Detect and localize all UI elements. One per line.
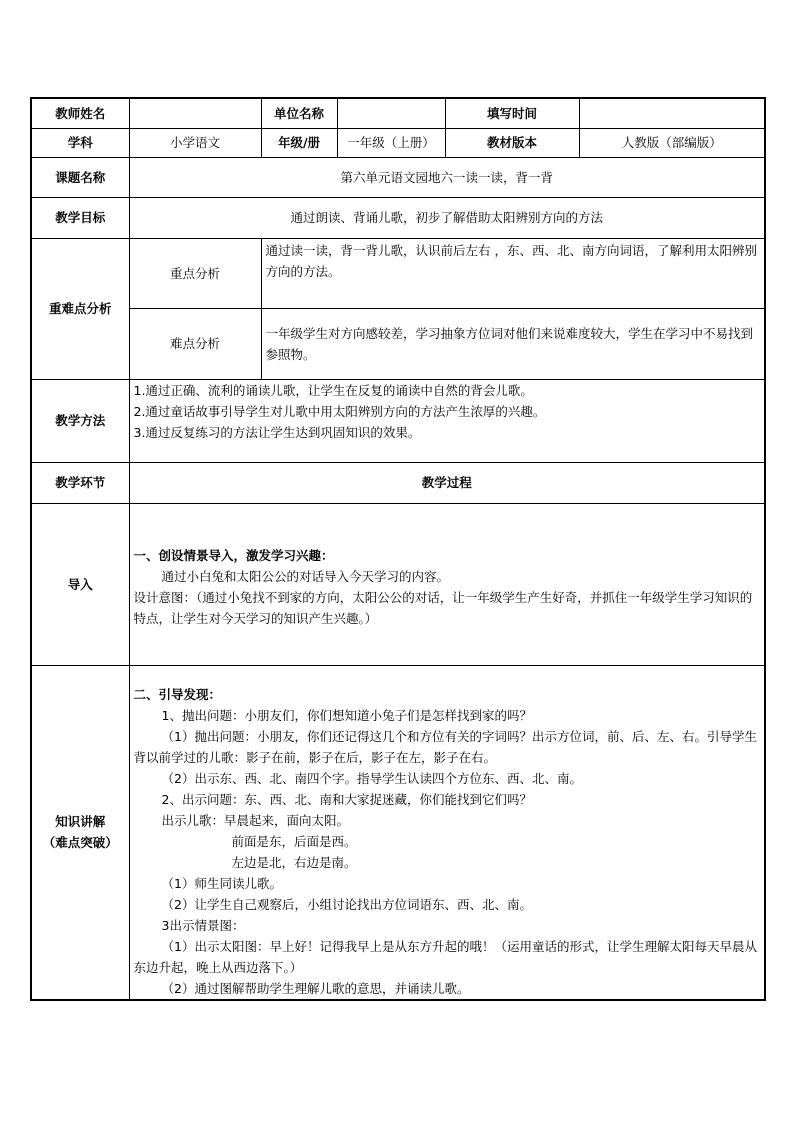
lesson-plan-table — [30, 97, 766, 1001]
knowledge-label — [31, 665, 129, 1000]
process-stage-label: 教学环节 — [31, 462, 129, 503]
analysis-label: 重难点分析 — [31, 238, 129, 379]
knowledge-line: （2）通过图解帮助学生理解儿歌的意思，并诵读儿歌。 — [161, 980, 470, 996]
intro-line: 通过小白兔和太阳公公的对话导入今天学习的内容。 — [161, 569, 450, 584]
table-row — [31, 128, 765, 157]
key-point-value — [261, 238, 765, 308]
grade-value: 一年级（上册） — [337, 128, 445, 157]
subject-label: 学科 — [31, 128, 129, 157]
table-row — [31, 157, 765, 197]
process-label: 教学过程 — [129, 462, 765, 503]
teacher-name-label: 教师姓名 — [31, 98, 129, 128]
difficult-point-value — [261, 308, 765, 379]
knowledge-label-sub: （难点突破） — [42, 835, 118, 850]
topic-value: 第六单元语文园地六一读一读，背一背 — [129, 157, 765, 197]
unit-name-value — [337, 98, 445, 128]
fill-date-value — [579, 98, 765, 128]
edition-label: 教材版本 — [445, 128, 579, 157]
table-row — [31, 98, 765, 128]
difficult-point-label: 难点分析 — [129, 308, 261, 379]
grade-label: 年级/册 — [261, 128, 337, 157]
table-row — [31, 462, 765, 503]
knowledge-title: 二、引导发现： — [133, 686, 222, 702]
table-row — [31, 379, 765, 462]
intro-content — [129, 503, 765, 665]
knowledge-line: 出示儿歌：早晨起来，面向太阳。 — [161, 812, 350, 828]
method-label: 教学方法 — [31, 379, 129, 462]
knowledge-line: （2）让学生自己观察后，小组讨论找出方位词语东、西、北、南。 — [161, 896, 532, 912]
method-value — [129, 379, 765, 462]
knowledge-content — [129, 665, 765, 1000]
table-row — [31, 238, 765, 308]
table-row — [31, 665, 765, 1000]
intro-title: 一、创设情景导入，激发学习兴趣： — [133, 548, 334, 563]
fill-date-label: 填写时间 — [445, 98, 579, 128]
topic-label: 课题名称 — [31, 157, 129, 197]
method-line: 1.通过正确、流利的诵读儿歌，让学生在反复的诵读中自然的背会儿歌。 — [133, 382, 533, 398]
edition-value: 人教版（部编版） — [579, 128, 765, 157]
key-point-text: 通过读一读，背一背儿歌，认识前后左右 ，东、西、北、南方向词语，了解利用太阳辨别方向的方法。 — [265, 242, 757, 279]
table-row — [31, 308, 765, 379]
subject-value: 小学语文 — [129, 128, 261, 157]
table-row — [31, 503, 765, 665]
knowledge-line: （1）抛出问题：小朋友，你们还记得这几个和方位有关的字词吗？出示方位词，前、后、左、右。引导学生背以前学过的儿歌：影子在前，影子在后，影子在左，影子在右。 — [133, 728, 757, 765]
intro-line: 设计意图：（通过小兔找不到家的方向，太阳公公的对话，让一年级学生产生好奇，并抓住一年级学生学习知识的特点，让学生对今天学习的知识产生兴趣。） — [133, 590, 753, 626]
goal-label: 教学目标 — [31, 197, 129, 238]
knowledge-label-main: 知识讲解 — [55, 814, 106, 829]
difficult-point-text: 一年级学生对方向感较差，学习抽象方位词对他们来说难度较大，学生在学习中不易找到参照物。 — [265, 325, 754, 362]
intro-label: 导入 — [31, 503, 129, 665]
knowledge-line: 左边是北，右边是南。 — [231, 854, 357, 870]
knowledge-line: （1）师生同读儿歌。 — [161, 875, 282, 891]
knowledge-line: （2）出示东、西、北、南四个字。指导学生认读四个方位东、西、北、南。 — [161, 770, 582, 786]
method-line: 2.通过童话故事引导学生对儿歌中用太阳辨别方向的方法产生浓厚的兴趣。 — [133, 403, 546, 419]
goal-value: 通过朗读、背诵儿歌，初步了解借助太阳辨别方向的方法 — [129, 197, 765, 238]
knowledge-line: 3出示情景图： — [161, 917, 245, 933]
knowledge-line: 前面是东，后面是西。 — [231, 833, 357, 849]
unit-name-label: 单位名称 — [261, 98, 337, 128]
teacher-name-value — [129, 98, 261, 128]
key-point-label: 重点分析 — [129, 238, 261, 308]
knowledge-line: 1、抛出问题：小朋友们，你们想知道小兔子们是怎样找到家的吗？ — [161, 707, 532, 723]
knowledge-line: 2、出示问题：东、西、北、南和大家捉迷藏，你们能找到它们吗？ — [161, 791, 532, 807]
lesson-plan-sheet — [30, 97, 764, 1001]
method-line: 3.通过反复练习的方法让学生达到巩固知识的效果。 — [133, 424, 421, 440]
table-row — [31, 197, 765, 238]
knowledge-line: （1）出示太阳图：早上好！记得我早上是从东方升起的哦！（运用童话的形式，让学生理解太阳每天早晨从东边升起，晚上从西边落下。） — [133, 938, 757, 975]
